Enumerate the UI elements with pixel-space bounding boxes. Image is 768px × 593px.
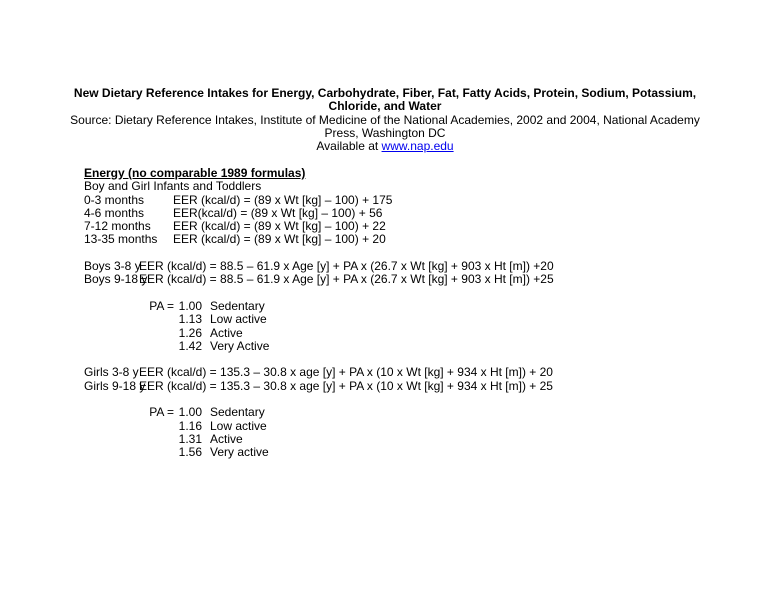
- spacer: [84, 353, 724, 366]
- pa-value: 1.13: [178, 312, 202, 327]
- table-row: [84, 433, 724, 446]
- document-header: [60, 87, 710, 153]
- table-row: [84, 233, 724, 246]
- boys-formula: EER (kcal/d) = 88.5 – 61.9 x Age [y] + PA x (26.7 x Wt [kg] + 903 x Ht [m]) +25: [139, 272, 554, 287]
- spacer: [84, 393, 724, 406]
- infant-formula: EER (kcal/d) = (89 x Wt [kg] – 100) + 20: [173, 232, 386, 247]
- pa-level: Active: [210, 325, 243, 340]
- pa-value: 1.00: [178, 298, 202, 313]
- spacer: [84, 247, 724, 260]
- pa-level: Sedentary: [210, 405, 265, 420]
- pa-level: Low active: [210, 312, 267, 327]
- infant-age: 7-12 months: [84, 219, 151, 234]
- table-row: [84, 380, 724, 393]
- infant-formula: EER (kcal/d) = (89 x Wt [kg] – 100) + 175: [173, 192, 393, 207]
- title-line-1: New Dietary Reference Intakes for Energy, Carbohydrate, Fiber, Fat, Fatty Acids, Protein, Sodium, Potassium,: [73, 86, 697, 100]
- table-row: [84, 420, 724, 433]
- table-row: [84, 207, 724, 220]
- boys-group: Boys 9-18 y: [84, 272, 148, 287]
- pa-value: 1.16: [178, 418, 202, 433]
- infant-age: 0-3 months: [84, 192, 145, 207]
- table-row: [84, 406, 724, 419]
- pa-value: 1.42: [178, 338, 202, 353]
- title-line-2: Chloride, and Water: [328, 99, 442, 114]
- spacer: [84, 287, 724, 300]
- pa-value: 1.26: [178, 325, 202, 340]
- source-citation: [60, 114, 710, 154]
- source-line-2: Press, Washington DC: [324, 125, 446, 140]
- table-row: [84, 273, 724, 286]
- table-row: [84, 340, 724, 353]
- pa-level: Very active: [210, 445, 269, 460]
- table-row: [84, 220, 724, 233]
- available-prefix: Available at: [316, 139, 382, 154]
- table-row: [84, 366, 724, 379]
- girls-group: Girls 9-18 y: [84, 378, 146, 393]
- girls-formula: EER (kcal/d) = 135.3 – 30.8 x age [y] + PA x (10 x Wt [kg] + 934 x Ht [m]) + 20: [139, 365, 553, 380]
- pa-value: 1.31: [178, 431, 202, 446]
- pa-level: Active: [210, 431, 243, 446]
- boys-formula: EER (kcal/d) = 88.5 – 61.9 x Age [y] + PA x (26.7 x Wt [kg] + 903 x Ht [m]) +20: [139, 259, 554, 274]
- infant-heading: Boy and Girl Infants and Toddlers: [84, 179, 262, 194]
- pa-level: Low active: [210, 418, 267, 433]
- table-row: [84, 194, 724, 207]
- energy-section: [84, 167, 724, 460]
- pa-level: Sedentary: [210, 298, 265, 313]
- table-row: [84, 313, 724, 326]
- pa-level: Very Active: [210, 338, 270, 353]
- infant-age: 4-6 months: [84, 205, 145, 220]
- energy-heading: Energy (no comparable 1989 formulas): [84, 166, 306, 180]
- infant-formula: EER(kcal/d) = (89 x Wt [kg] – 100) + 56: [173, 205, 383, 220]
- table-row: [84, 260, 724, 273]
- pa-value: 1.00: [178, 405, 202, 420]
- nap-link[interactable]: www.nap.edu: [381, 139, 454, 154]
- girls-group: Girls 3-8 y: [84, 365, 139, 380]
- source-line-1: Source: Dietary Reference Intakes, Institute of Medicine of the National Academies, 2002 and 2004, National Academy: [70, 112, 700, 127]
- girls-pa-label: PA =: [149, 405, 174, 420]
- table-row: [84, 446, 724, 459]
- infant-age: 13-35 months: [84, 232, 158, 247]
- table-row: [84, 300, 724, 313]
- girls-formula: EER (kcal/d) = 135.3 – 30.8 x age [y] + PA x (10 x Wt [kg] + 934 x Ht [m]) + 25: [139, 378, 553, 393]
- boys-pa-label: PA =: [149, 298, 174, 313]
- document-title: [60, 87, 710, 114]
- pa-value: 1.56: [178, 445, 202, 460]
- infant-formula: EER (kcal/d) = (89 x Wt [kg] – 100) + 22: [173, 219, 386, 234]
- boys-group: Boys 3-8 y: [84, 259, 141, 274]
- table-row: [84, 327, 724, 340]
